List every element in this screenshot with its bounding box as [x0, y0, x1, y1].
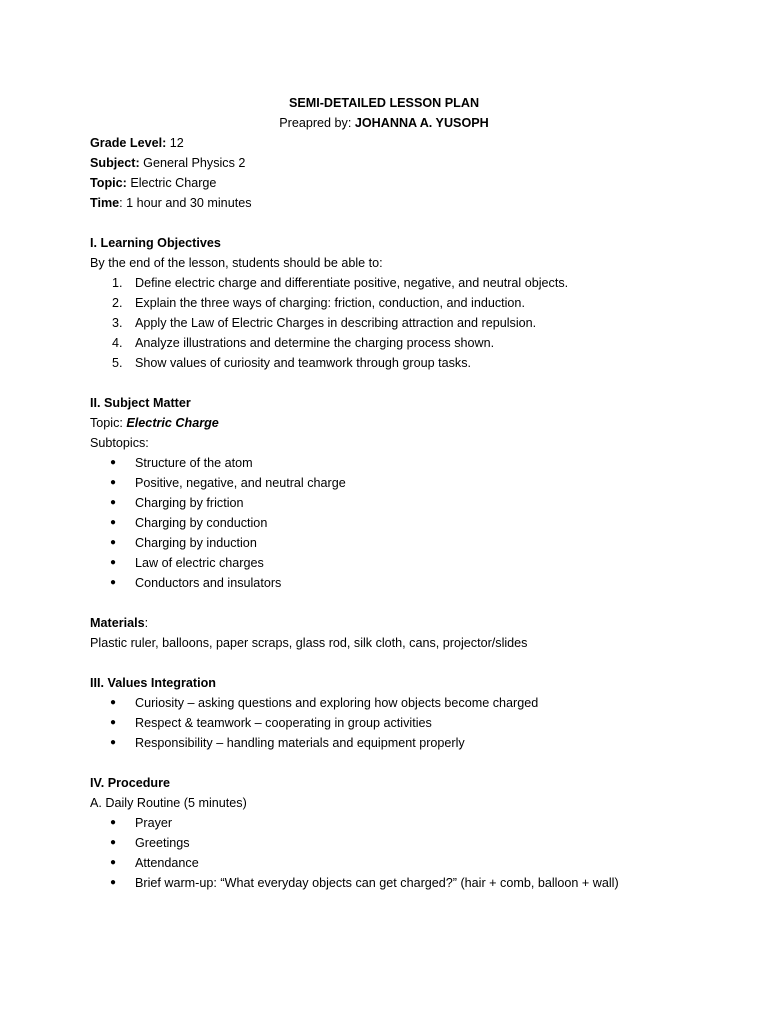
procedure-text: Attendance: [135, 856, 199, 870]
procedure-item: [90, 873, 710, 893]
bullet-icon: ●: [110, 457, 117, 468]
subject-label: Subject:: [90, 156, 140, 170]
objective-number: 2.: [112, 296, 123, 310]
spacer: [90, 213, 710, 233]
bullet-icon: ●: [110, 697, 117, 708]
bullet-icon: ●: [110, 477, 117, 488]
value-text: Respect & teamwork – cooperating in group activities: [135, 716, 432, 730]
subtopic-item: [90, 453, 710, 473]
grade-level-label: Grade Level:: [90, 136, 167, 150]
objective-item: [90, 273, 710, 293]
bullet-icon: ●: [110, 557, 117, 568]
objective-item: [90, 313, 710, 333]
lesson-plan-body: [90, 93, 710, 893]
objective-item: [90, 353, 710, 373]
topic-value: Electric Charge: [126, 176, 217, 190]
procedure-item: [90, 833, 710, 853]
subtopic-item: [90, 573, 710, 593]
bullet-icon: ●: [110, 877, 117, 888]
objectives-intro: By the end of the lesson, students should be able to:: [90, 256, 383, 270]
objective-text: Define electric charge and differentiate positive, negative, and neutral objects.: [135, 276, 569, 290]
grade-level-line: [90, 133, 710, 153]
procedure-heading: IV. Procedure: [90, 776, 171, 790]
spacer: [90, 653, 710, 673]
time-line: [90, 193, 710, 213]
objective-number: 1.: [112, 276, 123, 290]
subtopic-text: Charging by conduction: [135, 516, 268, 530]
subtopics-list: [90, 453, 710, 593]
subject-matter-topic-value: Electric Charge: [126, 416, 219, 430]
value-item: [90, 713, 710, 733]
values-list: [90, 693, 710, 753]
objectives-heading: I. Learning Objectives: [90, 236, 221, 250]
bullet-icon: ●: [110, 517, 117, 528]
subject-value: General Physics 2: [139, 156, 246, 170]
bullet-icon: ●: [110, 737, 117, 748]
subtopic-text: Conductors and insulators: [135, 576, 282, 590]
materials-label: Materials: [90, 616, 145, 630]
procedure-text: Prayer: [135, 816, 173, 830]
subtopics-label: Subtopics:: [90, 436, 149, 450]
procedure-item: [90, 853, 710, 873]
value-text: Responsibility – handling materials and equipment properly: [135, 736, 465, 750]
subtopic-item: [90, 493, 710, 513]
bullet-icon: ●: [110, 577, 117, 588]
subtopic-item: [90, 553, 710, 573]
objective-text: Explain the three ways of charging: friction, conduction, and induction.: [135, 296, 525, 310]
materials-text: Plastic ruler, balloons, paper scraps, glass rod, silk cloth, cans, projector/slides: [90, 636, 528, 650]
objective-item: [90, 293, 710, 313]
objectives-list: [90, 273, 710, 373]
procedure-text: Brief warm-up: “What everyday objects can get charged?” (hair + comb, balloon + wall): [135, 876, 619, 890]
bullet-icon: ●: [110, 537, 117, 548]
value-text: Curiosity – asking questions and exploring how objects become charged: [135, 696, 539, 710]
author-name: JOHANNA A. YUSOPH: [354, 116, 489, 130]
subtopic-text: Positive, negative, and neutral charge: [135, 476, 346, 490]
subject-matter-heading: II. Subject Matter: [90, 396, 191, 410]
bullet-icon: ●: [110, 837, 117, 848]
bullet-icon: ●: [110, 497, 117, 508]
subtopic-text: Law of electric charges: [135, 556, 264, 570]
objective-text: Show values of curiosity and teamwork through group tasks.: [135, 356, 472, 370]
subject-line: [90, 153, 710, 173]
materials-colon: :: [144, 616, 149, 630]
subtopic-text: Structure of the atom: [135, 456, 253, 470]
topic-label: Topic:: [90, 176, 127, 190]
prepared-by-line: [90, 113, 678, 133]
objective-number: 4.: [112, 336, 123, 350]
subtopic-item: [90, 473, 710, 493]
value-item: [90, 693, 710, 713]
objective-text: Analyze illustrations and determine the charging process shown.: [135, 336, 495, 350]
objective-text: Apply the Law of Electric Charges in describing attraction and repulsion.: [135, 316, 537, 330]
subtopic-text: Charging by induction: [135, 536, 257, 550]
objective-item: [90, 333, 710, 353]
prepared-by-label: Preapred by:: [279, 116, 355, 130]
spacer: [90, 753, 710, 773]
grade-level-value: 12: [166, 136, 184, 150]
procedure-text: Greetings: [135, 836, 190, 850]
values-heading: III. Values Integration: [90, 676, 216, 690]
subtopic-item: [90, 533, 710, 553]
time-label: Time: [90, 196, 120, 210]
procedure-subheading: A. Daily Routine (5 minutes): [90, 796, 247, 810]
subtopic-item: [90, 513, 710, 533]
subtopic-text: Charging by friction: [135, 496, 244, 510]
objective-number: 3.: [112, 316, 123, 330]
bullet-icon: ●: [110, 857, 117, 868]
bullet-icon: ●: [110, 717, 117, 728]
procedure-list: [90, 813, 710, 893]
subject-matter-topic-label: Topic:: [90, 416, 127, 430]
topic-line: [90, 173, 710, 193]
bullet-icon: ●: [110, 817, 117, 828]
document-title: SEMI-DETAILED LESSON PLAN: [288, 96, 480, 110]
subject-matter-topic: [90, 413, 710, 433]
value-item: [90, 733, 710, 753]
procedure-item: [90, 813, 710, 833]
time-value: : 1 hour and 30 minutes: [119, 196, 252, 210]
objective-number: 5.: [112, 356, 123, 370]
spacer: [90, 373, 710, 393]
materials-heading: [90, 613, 710, 633]
spacer: [90, 593, 710, 613]
